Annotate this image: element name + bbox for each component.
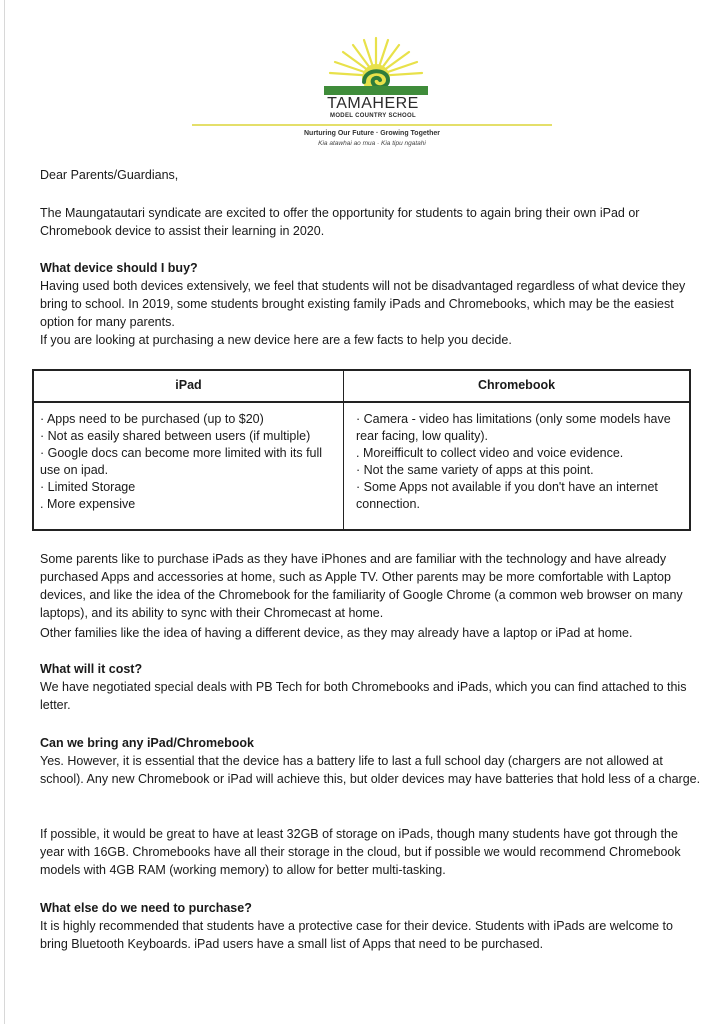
- section-heading-cost: What will it cost?: [40, 662, 143, 676]
- list-item: · Not the same variety of apps at this point.: [356, 463, 594, 477]
- intro-paragraph: The Maungatautari syndicate are excited to offer the opportunity for students to again bring their own iPad or Chromebook device to assist their learning in 2020.: [40, 206, 640, 238]
- list-item: · Limited Storage: [40, 480, 136, 494]
- cost-paragraph: We have negotiated special deals with PB Tech for both Chromebooks and iPads, which you can find attached to this letter.: [40, 680, 687, 712]
- page-edge: [4, 0, 5, 1024]
- chromebook-facts-cell: [356, 411, 686, 513]
- table-divider-vertical: [343, 371, 344, 529]
- list-item: · Not as easily shared between users (if multiple): [40, 429, 311, 443]
- salutation: Dear Parents/Guardians,: [40, 168, 179, 182]
- section-heading-purchase: What else do we need to purchase?: [40, 901, 252, 915]
- ipad-facts-cell: [40, 411, 340, 513]
- list-item: · Camera - video has limitations (only some models have rear facing, low quality).: [356, 412, 671, 443]
- list-item: · Google docs can become more limited with its full use on ipad.: [40, 446, 323, 477]
- list-item: · Apps need to be purchased (up to $20): [40, 412, 264, 426]
- list-item: . More expensive: [40, 497, 136, 511]
- school-motto-maori: Kia atawhai ao mua · Kia tipu ngatahi: [318, 140, 426, 147]
- preference-paragraph: Some parents like to purchase iPads as they have iPhones and are familiar with the technology and have already purchased Apps and accessories at home, such as Apple TV. Other parents may be more comfortable with Laptop devices, and like the idea of the Chromebook for the familiarity of Google Chrome (a common web browser on many laptops), and its ability to sync with their Chromecast at home.: [40, 552, 683, 620]
- header-divider: [192, 124, 552, 126]
- school-motto: Nurturing Our Future · Growing Together: [304, 130, 440, 137]
- preference-paragraph-2: Other families like the idea of having a different device, as they may already have a laptop or iPad at home.: [40, 626, 633, 640]
- table-header-ipad: iPad: [175, 378, 202, 392]
- section-heading-device: What device should I buy?: [40, 261, 198, 275]
- table-divider-horizontal: [34, 401, 689, 403]
- list-item: . Moreifficult to collect video and voice evidence.: [356, 446, 624, 460]
- battery-paragraph: Yes. However, it is essential that the device has a battery life to last a full school day (chargers are not allowed at school). Any new Chromebook or iPad will achieve this, but older devices may have batteries that hold less of a charge.: [40, 754, 701, 786]
- purchase-paragraph: It is highly recommended that students have a protective case for their device. Students with iPads are welcome to bring Bluetooth Keyboards. iPad users have a small list of Apps that need to be purchased.: [40, 919, 673, 951]
- comparison-table: [32, 369, 691, 531]
- table-header-chromebook: Chromebook: [477, 378, 556, 392]
- device-paragraph: Having used both devices extensively, we feel that students will not be disadvantaged regardless of what device they bring to school. In 2019, some students brought existing family iPads and Chromebooks, which may be the easiest option for many parents.: [40, 279, 686, 329]
- device-paragraph-2: If you are looking at purchasing a new device here are a few facts to help you decide.: [40, 333, 512, 347]
- section-heading-requirements: Can we bring any iPad/Chromebook: [40, 736, 254, 750]
- list-item: · Some Apps not available if you don't have an internet connection.: [356, 480, 658, 511]
- school-subtitle: MODEL COUNTRY SCHOOL: [330, 113, 416, 119]
- storage-paragraph: If possible, it would be great to have at least 32GB of storage on iPads, though many students have got through the year with 16GB. Chromebooks have all their storage in the cloud, but if possible we would recommend Chromebook models with 4GB RAM (working memory) to allow for better multi-tasking.: [40, 827, 681, 877]
- school-name: TAMAHERE: [327, 95, 419, 112]
